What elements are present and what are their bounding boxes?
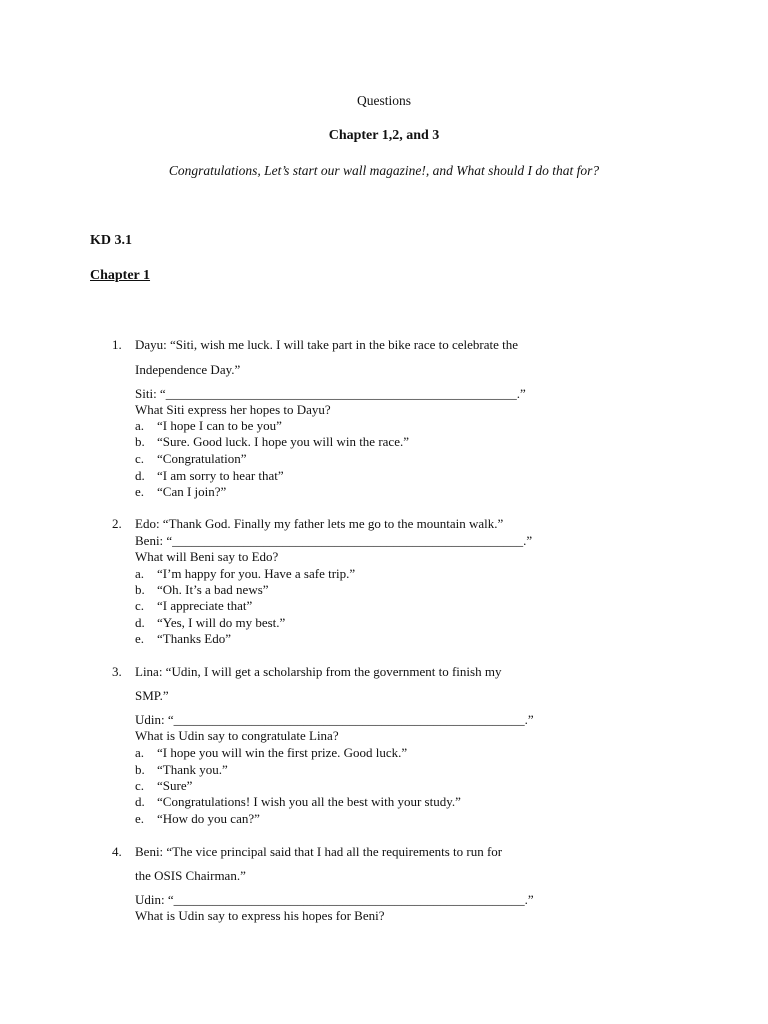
question-number: 3. bbox=[112, 664, 122, 679]
chapters-heading: Chapter 1,2, and 3 bbox=[328, 128, 440, 143]
option-text: “I’m happy for you. Have a safe trip.” bbox=[157, 566, 356, 581]
question-number: 4. bbox=[112, 844, 122, 859]
option-text: “Congratulations! I wish you all the best with your study.” bbox=[157, 794, 461, 809]
option-text: “I hope you will win the first prize. Good luck.” bbox=[157, 745, 408, 760]
option-text: “I hope I can to be you” bbox=[157, 418, 282, 433]
option-letter: a. bbox=[135, 566, 145, 581]
question-line: SMP.” bbox=[135, 688, 169, 703]
option-text: “Sure. Good luck. I hope you will win the race.” bbox=[157, 434, 409, 449]
option-text: “Thank you.” bbox=[157, 762, 228, 777]
option-text: “Yes, I will do my best.” bbox=[157, 615, 286, 630]
question-line: Lina: “Udin, I will get a scholarship from the government to finish my bbox=[135, 664, 502, 679]
question-prompt: What is Udin say to congratulate Lina? bbox=[135, 728, 339, 743]
answer-blank: Udin: “______________________________________________________.” bbox=[135, 892, 534, 907]
option-text: “Thanks Edo” bbox=[157, 631, 232, 646]
option-letter: c. bbox=[135, 451, 145, 466]
answer-blank: Siti: “______________________________________________________.” bbox=[135, 386, 526, 401]
question-line: Beni: “The vice principal said that I had all the requirements to run for bbox=[135, 844, 503, 859]
option-letter: a. bbox=[135, 418, 145, 433]
option-letter: c. bbox=[135, 778, 145, 793]
answer-blank: Beni: “______________________________________________________.” bbox=[135, 533, 533, 548]
question-line: Independence Day.” bbox=[135, 362, 241, 377]
option-letter: b. bbox=[135, 434, 145, 449]
option-text: “I appreciate that” bbox=[157, 598, 253, 613]
option-letter: e. bbox=[135, 811, 145, 826]
option-text: “I am sorry to hear that” bbox=[157, 468, 284, 483]
question-line: Edo: “Thank God. Finally my father lets me go to the mountain walk.” bbox=[135, 516, 504, 531]
option-letter: e. bbox=[135, 484, 145, 499]
option-text: “Oh. It’s a bad news” bbox=[157, 582, 269, 597]
question-prompt: What will Beni say to Edo? bbox=[135, 549, 279, 564]
option-letter: d. bbox=[135, 615, 145, 630]
option-text: “Congratulation” bbox=[157, 451, 247, 466]
question-prompt: What is Udin say to express his hopes for Beni? bbox=[135, 908, 385, 923]
option-letter: d. bbox=[135, 794, 145, 809]
option-text: “Sure” bbox=[157, 778, 193, 793]
option-letter: d. bbox=[135, 468, 145, 483]
question-line: the OSIS Chairman.” bbox=[135, 868, 246, 883]
answer-blank: Udin: “______________________________________________________.” bbox=[135, 712, 534, 727]
option-text: “How do you can?” bbox=[157, 811, 260, 826]
option-letter: b. bbox=[135, 582, 145, 597]
option-letter: a. bbox=[135, 745, 145, 760]
option-letter: c. bbox=[135, 598, 145, 613]
option-letter: b. bbox=[135, 762, 145, 777]
option-text: “Can I join?” bbox=[157, 484, 227, 499]
question-number: 2. bbox=[112, 516, 122, 531]
kd-label: KD 3.1 bbox=[90, 233, 132, 248]
subtitle: Congratulations, Let’s start our wall magazine!, and What should I do that for? bbox=[168, 163, 600, 178]
question-number: 1. bbox=[112, 337, 122, 352]
option-letter: e. bbox=[135, 631, 145, 646]
section-title: Chapter 1 bbox=[90, 268, 151, 283]
question-prompt: What Siti express her hopes to Dayu? bbox=[135, 402, 331, 417]
question-line: Dayu: “Siti, wish me luck. I will take part in the bike race to celebrate the bbox=[135, 337, 519, 352]
document-title: Questions bbox=[357, 93, 411, 108]
